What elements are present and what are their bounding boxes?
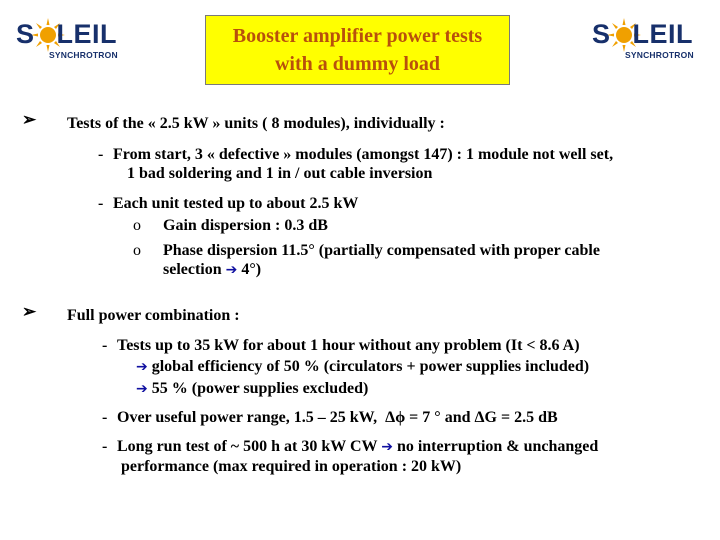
soleil-logo-left (16, 12, 136, 64)
arrow-bullet-icon: ➢ (22, 302, 37, 321)
section2-item3-line1: Long run test of ~ 500 h at 30 kW CW ➔ no interruption & unchanged (117, 438, 599, 455)
slide-title (205, 15, 510, 85)
phase-dispersion-line1: Phase dispersion 11.5° (partially compensated with proper cable (163, 242, 600, 259)
dash-marker: - (102, 337, 108, 354)
delta-phi-symbol: Δϕ (385, 409, 406, 426)
dash-marker: - (98, 195, 104, 212)
soleil-logo-right (592, 12, 712, 64)
section1-item1-line2: 1 bad soldering and 1 in / out cable inversion (127, 165, 433, 182)
delta-g-symbol: ΔG (474, 409, 497, 426)
right-arrow-icon: ➔ (225, 262, 238, 278)
logo-subtitle: SYNCHROTRON (625, 50, 694, 60)
right-arrow-icon: ➔ (136, 381, 148, 397)
right-arrow-icon: ➔ (381, 439, 393, 455)
circle-bullet: o (133, 217, 141, 234)
section1-heading: Tests of the « 2.5 kW » units ( 8 modules), individually : (67, 115, 445, 132)
section1-item2-line1: Each unit tested up to about 2.5 kW (113, 195, 359, 212)
logo-wordmark: S LEIL (592, 19, 694, 49)
section2-item3-line2: performance (max required in operation : 20 kW) (121, 458, 462, 475)
section2-item1-line1: Tests up to 35 kW for about 1 hour without any problem (It < 8.6 A) (117, 337, 580, 354)
circle-bullet: o (133, 242, 141, 259)
section2-item1-line2: ➔ global efficiency of 50 % (circulators + power supplies included) (136, 358, 590, 375)
right-arrow-icon: ➔ (136, 359, 148, 375)
logo-wordmark: S LEIL (16, 19, 118, 49)
section2-item1-line3: ➔ 55 % (power supplies excluded) (136, 380, 369, 397)
dash-marker: - (102, 409, 108, 426)
title-line-2: with a dummy load (274, 53, 441, 75)
dash-marker: - (102, 438, 108, 455)
dash-marker: - (98, 146, 104, 163)
phase-dispersion-line2: selection ➔ 4°) (163, 261, 262, 278)
logo-subtitle: SYNCHROTRON (49, 50, 118, 60)
section2-heading: Full power combination : (67, 307, 240, 324)
section2-item2-line1: Over useful power range, 1.5 – 25 kW, Δϕ = 7 ° and ΔG = 2.5 dB (117, 409, 558, 426)
title-line-1: Booster amplifier power tests (232, 25, 483, 47)
arrow-bullet-icon: ➢ (22, 110, 37, 129)
gain-dispersion: Gain dispersion : 0.3 dB (163, 217, 328, 234)
section1-item1-line1: From start, 3 « defective » modules (amongst 147) : 1 module not well set, (113, 146, 614, 163)
